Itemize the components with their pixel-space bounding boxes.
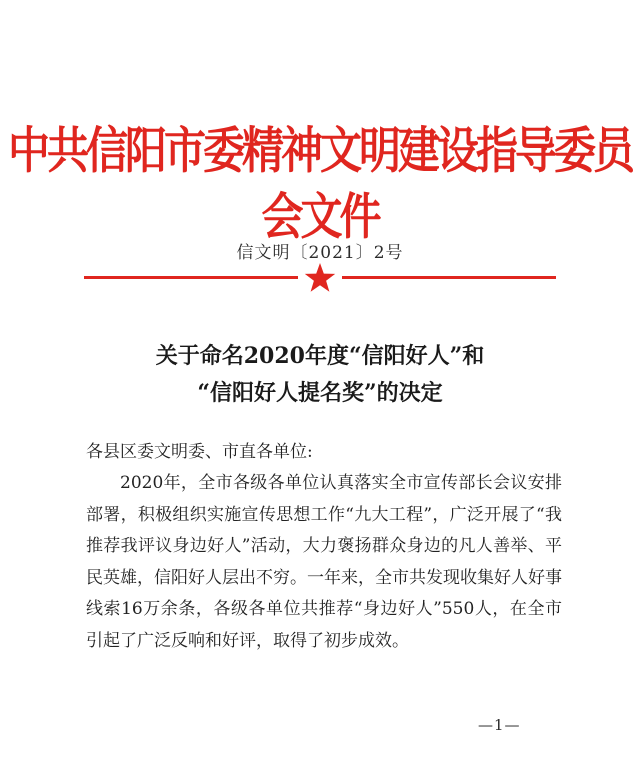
red-divider-right <box>342 276 556 279</box>
salutation: 各县区委文明委、市直各单位: <box>86 442 313 462</box>
page-number: —1— <box>478 716 521 734</box>
star-icon <box>304 263 336 293</box>
document-number: 信文明〔2021〕2号 <box>236 243 404 263</box>
body-paragraph <box>86 468 562 657</box>
issuer-title: 中共信阳市委精神文明建设指导委员会文件 <box>7 121 632 246</box>
decision-title-line-2: “信阳好人提名奖”的决定 <box>197 380 443 406</box>
red-divider-left <box>84 276 298 279</box>
decision-title-line-1: 关于命名2020年度“信阳好人”和 <box>155 343 485 369</box>
body-paragraph-text: 2020年，全市各级各单位认真落实全市宣传部长会议安排部署，积极组织实施宣传思想工作“九大工程”，广泛开展了“我推荐我评议身边好人”活动，大力褒扬群众身边的凡人善举、平民英雄，信阳好人层出不穷。一年来，全市共发现收集好人好事线索16万余条，各级各单位共推荐“身边好人”550人，在全市引起了广泛反响和好评，取得了初步成效。 <box>86 473 562 651</box>
